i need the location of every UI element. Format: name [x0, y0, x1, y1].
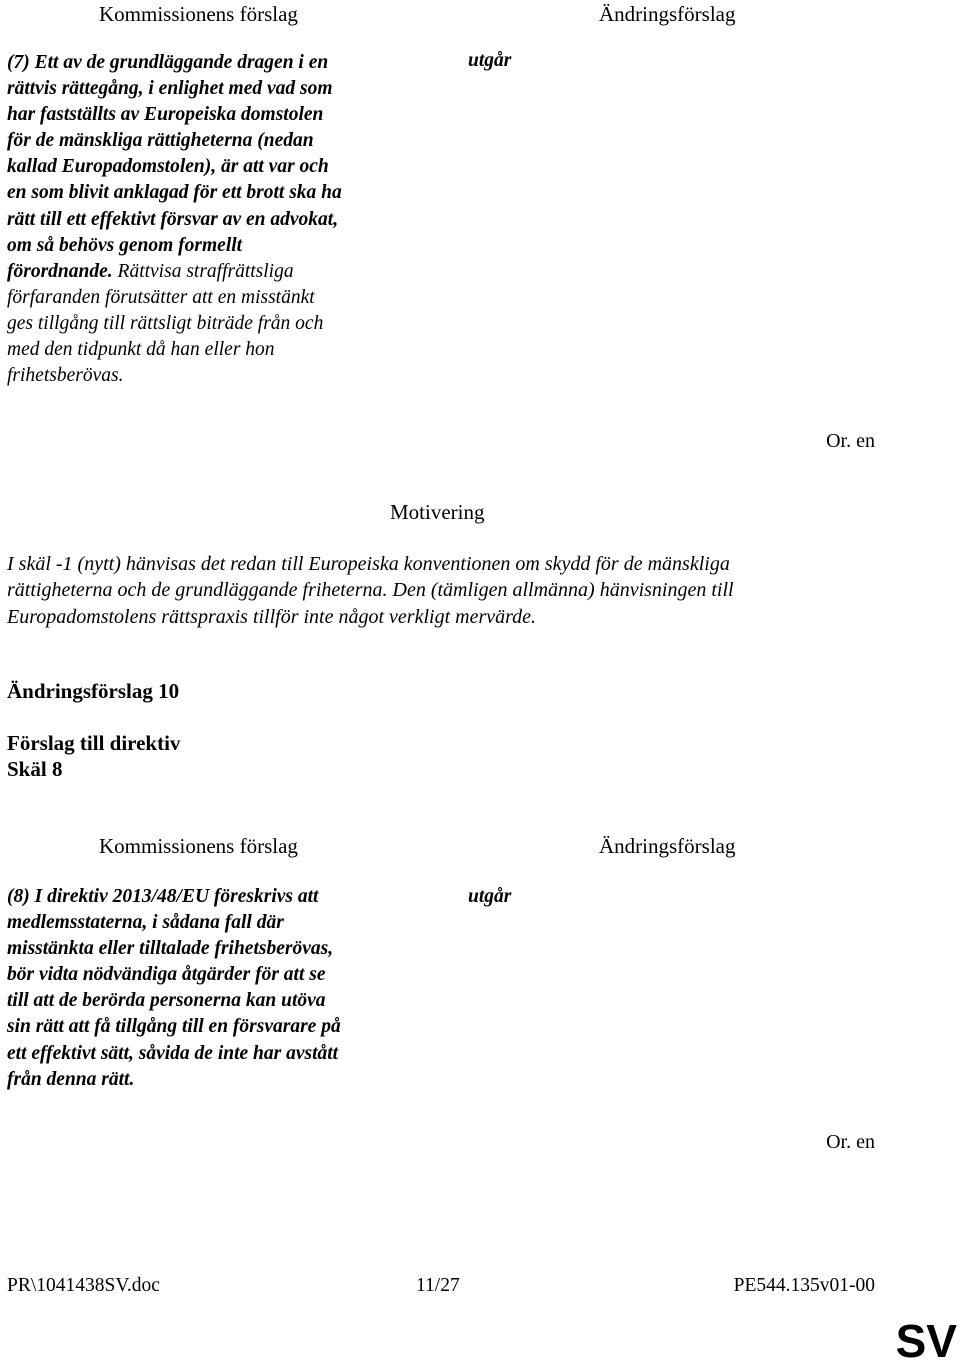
- original-language-label: Or. en: [826, 430, 875, 452]
- commission-proposal-header: Kommissionens förslag: [99, 2, 298, 26]
- footer-page-number: 11/27: [416, 1275, 460, 1296]
- footer-pe-reference: PE544.135v01-00: [733, 1275, 875, 1296]
- commission-text-recital-7: [7, 50, 437, 389]
- justification-heading: Motivering: [390, 500, 485, 524]
- commission-text-bold-part: (7) Ett av de grundläggande dragen i en rättvis rättegång, i enlighet med vad som har fastställts av Europeiska domstolen för de mänskliga rättigheterna (nedan kallad Europadomstolen), är att var och en som blivit anklagad för ett brott ska ha rätt till ett effektivt försvar av en advokat, om så behövs genom formellt förordnande.: [7, 52, 342, 282]
- recital-reference: Skäl 8: [7, 757, 63, 781]
- commission-text-recital-8: (8) I direktiv 2013/48/EU föreskrivs att medlemsstaterna, i sådana fall där misstänkta eller tilltalade frihetsberövas, bör vidta nödvändiga åtgärder för att se till att de berörda personerna kan utöva sin rätt att få tillgång till en försvarare på ett effektivt sätt, såvida de inte har avstått från denna rätt.: [7, 886, 341, 1090]
- commission-proposal-header-2: Kommissionens förslag: [99, 834, 298, 858]
- language-code-badge: SV: [895, 1315, 957, 1367]
- original-language-label-2: Or. en: [826, 1131, 875, 1153]
- footer-document-reference: PR\1041438SV.doc: [7, 1275, 160, 1296]
- commission-text-regular-part: Rättvisa straffrättsliga förfaranden förutsätter att en misstänkt ges tillgång till rättsligt biträde från och med den tidpunkt då han eller hon frihetsberövas.: [7, 260, 324, 387]
- amendment-text-deleted: utgår: [468, 50, 512, 71]
- proposal-title: Förslag till direktiv: [7, 731, 181, 755]
- amendment-number: Ändringsförslag 10: [7, 679, 180, 703]
- amendment-text-deleted-2: utgår: [468, 886, 512, 907]
- amendment-header-2: Ändringsförslag: [599, 834, 736, 858]
- justification-text: I skäl -1 (nytt) hänvisas det redan till Europeiska konventionen om skydd för de mänskliga rättigheterna och de grundläggande friheterna. Den (tämligen allmänna) hänvisningen till Europadomstolens rättspraxis tillför inte något verkligt mervärde.: [7, 553, 734, 628]
- amendment-header: Ändringsförslag: [599, 2, 736, 26]
